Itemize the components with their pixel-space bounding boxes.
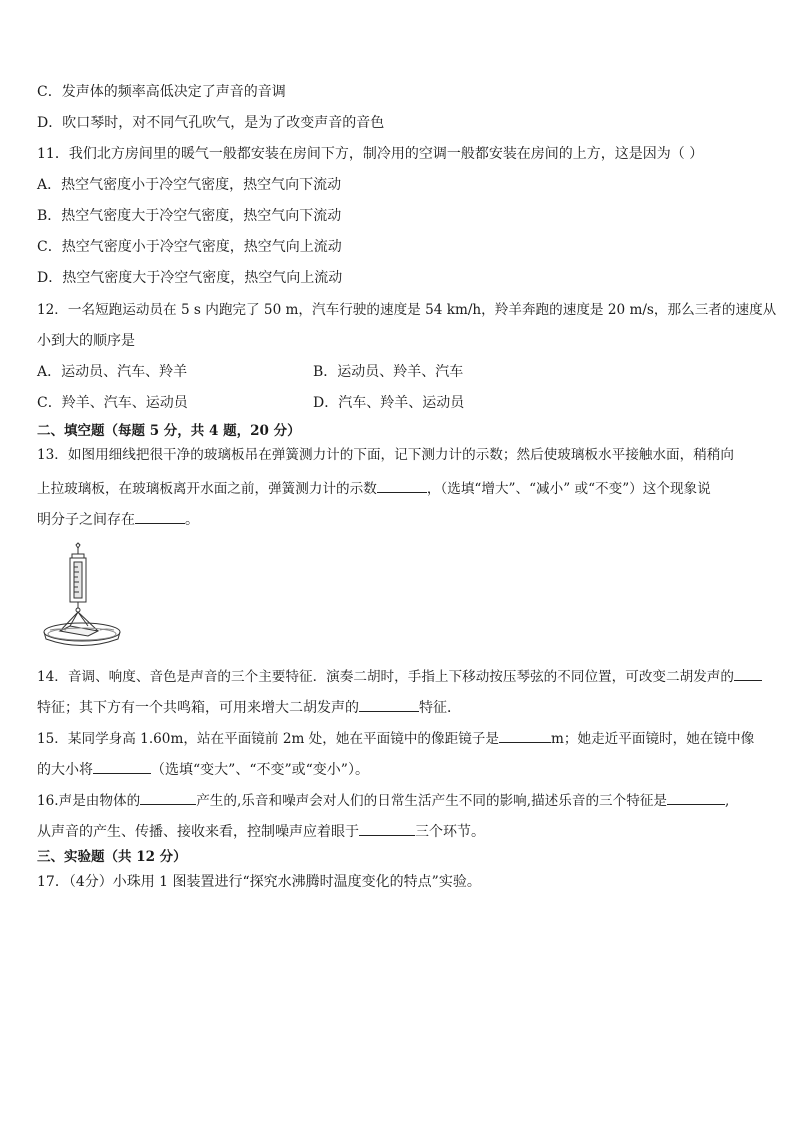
q11-option-a: A．热空气密度小于冷空气密度，热空气向下流动 [37, 177, 342, 193]
q11-option-d: D．热空气密度大于冷空气密度，热空气向上流动 [37, 270, 343, 286]
q12-stem-line1: 12．一名短跑运动员在 5 s 内跑完了 50 m，汽车行驶的速度是 54 km/h，羚羊奔跑的速度是 20 m/s，那么三者的速度从 [37, 302, 777, 318]
q12-stem-line2: 小到大的顺序是 [37, 333, 135, 349]
q13-line2: 上拉玻璃板，在玻璃板离开水面之前，弹簧测力计的示数 ，（选填“增大”、“减小” 或“不变”）这个现象说 [37, 478, 711, 498]
q14-blank-1[interactable] [734, 666, 762, 681]
q13-blank-2[interactable] [135, 509, 185, 524]
q16-line1: 16.声是由物体的 产生的,乐音和噪声会对人们的日常生活产生不同的影响,描述乐音的三个特征是 , [37, 790, 729, 810]
q15-blank-2[interactable] [93, 759, 151, 774]
q13-line1: 13．如图用细线把很干净的玻璃板吊在弹簧测力计的下面，记下测力计的示数；然后使玻璃板水平接触水面，稍稍向 [37, 447, 734, 463]
section-fill-in-heading: 二、填空题（每题 5 分，共 4 题，20 分） [37, 423, 301, 439]
q12-option-c: C．羚羊、汽车、运动员 [37, 395, 188, 411]
q16-line2: 从声音的产生、传播、接收来看，控制噪声应着眼于 三个环节。 [37, 821, 485, 841]
q14-line2: 特征；其下方有一个共鸣箱，可用来增大二胡发声的 特征． [37, 697, 461, 717]
q16-blank-3[interactable] [359, 821, 415, 836]
q11-option-c: C．热空气密度小于冷空气密度，热空气向上流动 [37, 239, 342, 255]
q12-option-d: D．汽车、羚羊、运动员 [313, 395, 465, 411]
q10-option-c: C．发声体的频率高低决定了声音的音调 [37, 84, 286, 100]
q13-line3: 明分子之间存在 。 [37, 509, 199, 529]
q15-line1: 15．某同学身高 1.60m，站在平面镜前 2m 处，她在平面镜中的像距镜子是 m；她走近平面镜时，她在镜中像 [37, 728, 754, 748]
q14-line1: 14．音调、响度、音色是声音的三个主要特征．演奏二胡时，手指上下移动按压琴弦的不同位置，可改变二胡发声的 [37, 666, 762, 686]
q15-blank-1[interactable] [499, 728, 551, 743]
q16-blank-1[interactable] [140, 790, 196, 805]
q13-blank-1[interactable] [377, 478, 427, 493]
q11-stem: 11．我们北方房间里的暖气一般都安装在房间下方，制冷用的空调一般都安装在房间的上方，这是因为（ ） [37, 146, 704, 162]
q17-stem: 17．（4分）小珠用 1 图装置进行“探究水沸腾时温度变化的特点”实验。 [37, 874, 481, 890]
q12-option-a: A．运动员、汽车、羚羊 [37, 364, 188, 380]
q11-option-b: B．热空气密度大于冷空气密度，热空气向下流动 [37, 208, 342, 224]
section-experiment-heading: 三、实验题（共 12 分） [37, 849, 187, 865]
spring-scale-glass-plate-figure [40, 542, 140, 648]
q10-option-d: D．吹口琴时，对不同气孔吹气，是为了改变声音的音色 [37, 115, 385, 131]
q15-line2: 的大小将 （选填“变大”、“不变”或“变小”）。 [37, 759, 369, 779]
q14-blank-2[interactable] [359, 697, 419, 712]
q12-option-b: B．运动员、羚羊、汽车 [313, 364, 464, 380]
q16-blank-2[interactable] [667, 790, 725, 805]
